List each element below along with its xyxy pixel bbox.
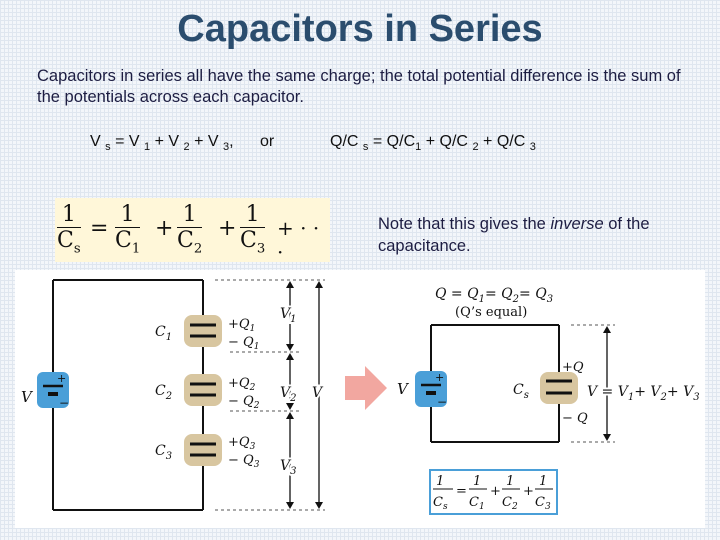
left-charge-labels [228, 317, 260, 470]
svg-text:+: + [490, 484, 501, 499]
right-charge-equation [435, 286, 553, 305]
voltage-equation: V $_s$ = V $_1$ + V $_2$ + V $_3$, [90, 133, 234, 154]
intro-text: Capacitors in series all have the same charge; the total potential difference is the sum of the potentials across each capacitor. [37, 67, 681, 106]
svg-text:V1: $V_1$ [280, 306, 297, 325]
left-circuit-wires [53, 280, 203, 510]
svg-text:− Q1: − $Q_1$ [228, 335, 260, 352]
svg-text:+: + [523, 484, 534, 499]
series-circuit-diagram [15, 270, 705, 528]
svg-text:1: 1 [506, 474, 515, 489]
svg-text:Q = Q1= Q2= Q3: $Q = Q_1= Q_2= Q_3$ [435, 286, 554, 305]
right-battery [415, 371, 447, 409]
voltage-sum: $V = V_1+ V_2+ V_3$ [587, 384, 700, 403]
capacitor-c3 [184, 434, 222, 466]
or-label: or [260, 133, 275, 150]
page-title: Capacitors in Series [177, 8, 543, 50]
capacitor-cs [540, 372, 578, 404]
svg-text:1: 1 [436, 474, 445, 489]
svg-text:C1: $C_1$ [469, 495, 485, 512]
inverse-note: Note that this gives the inverse of the capacitance. [378, 215, 650, 255]
left-voltage-label: V [21, 388, 32, 406]
label-c3: $C_3$ [155, 443, 173, 462]
svg-text:V: V [312, 385, 323, 401]
svg-text:−: − [437, 395, 448, 409]
right-plus-q: +Q [562, 360, 584, 375]
svg-text:+: + [435, 371, 445, 384]
reciprocal-formula: $\frac{1}{C_s}$ = $\frac{1}{C_1}$ + $\frac{1}{C_2}$ + $\frac{1}{C_3}$ + · · · [55, 198, 330, 262]
label-c2: $C_2$ [155, 383, 173, 402]
label-c1: $C_1$ [155, 324, 173, 343]
svg-text:C2: $C_2$ [502, 495, 518, 512]
svg-text:− Q2: − $Q_2$ [228, 394, 260, 411]
q-equal-note: (Q’s equal) [455, 305, 528, 320]
svg-text:1: 1 [473, 474, 482, 489]
right-minus-q: − Q [562, 411, 588, 426]
circuit-diagram-panel [15, 270, 705, 528]
svg-text:−: − [59, 396, 70, 410]
svg-text:=: = [456, 484, 467, 499]
capacitor-c2 [184, 374, 222, 406]
equivalence-arrow [345, 366, 387, 410]
svg-text:C3: $C_3$ [535, 495, 551, 512]
svg-text:+Q1: $+Q_1$ [228, 317, 256, 334]
svg-text:Cs: $C_s$ [433, 495, 448, 512]
svg-text:V3: $V_3$ [280, 458, 297, 477]
left-battery [37, 372, 69, 410]
right-circuit-wires [431, 325, 559, 442]
charge-equation: Q/C $_s = Q/C_1 + Q/C$ $_2$ + Q/C $_3$ [330, 133, 536, 154]
svg-text:+: + [57, 372, 67, 385]
svg-text:− Q3: − $Q_3$ [228, 453, 260, 470]
svg-text:+Q3: $+Q_3$ [228, 435, 256, 452]
label-cs: $C_s$ [513, 382, 529, 401]
svg-text:V2: $V_2$ [280, 385, 297, 404]
right-voltage-label: V [397, 380, 408, 398]
svg-text:1: 1 [539, 474, 548, 489]
svg-text:+Q2: $+Q_2$ [228, 376, 256, 393]
left-voltage-labels [280, 306, 324, 477]
capacitor-c1 [184, 315, 222, 347]
